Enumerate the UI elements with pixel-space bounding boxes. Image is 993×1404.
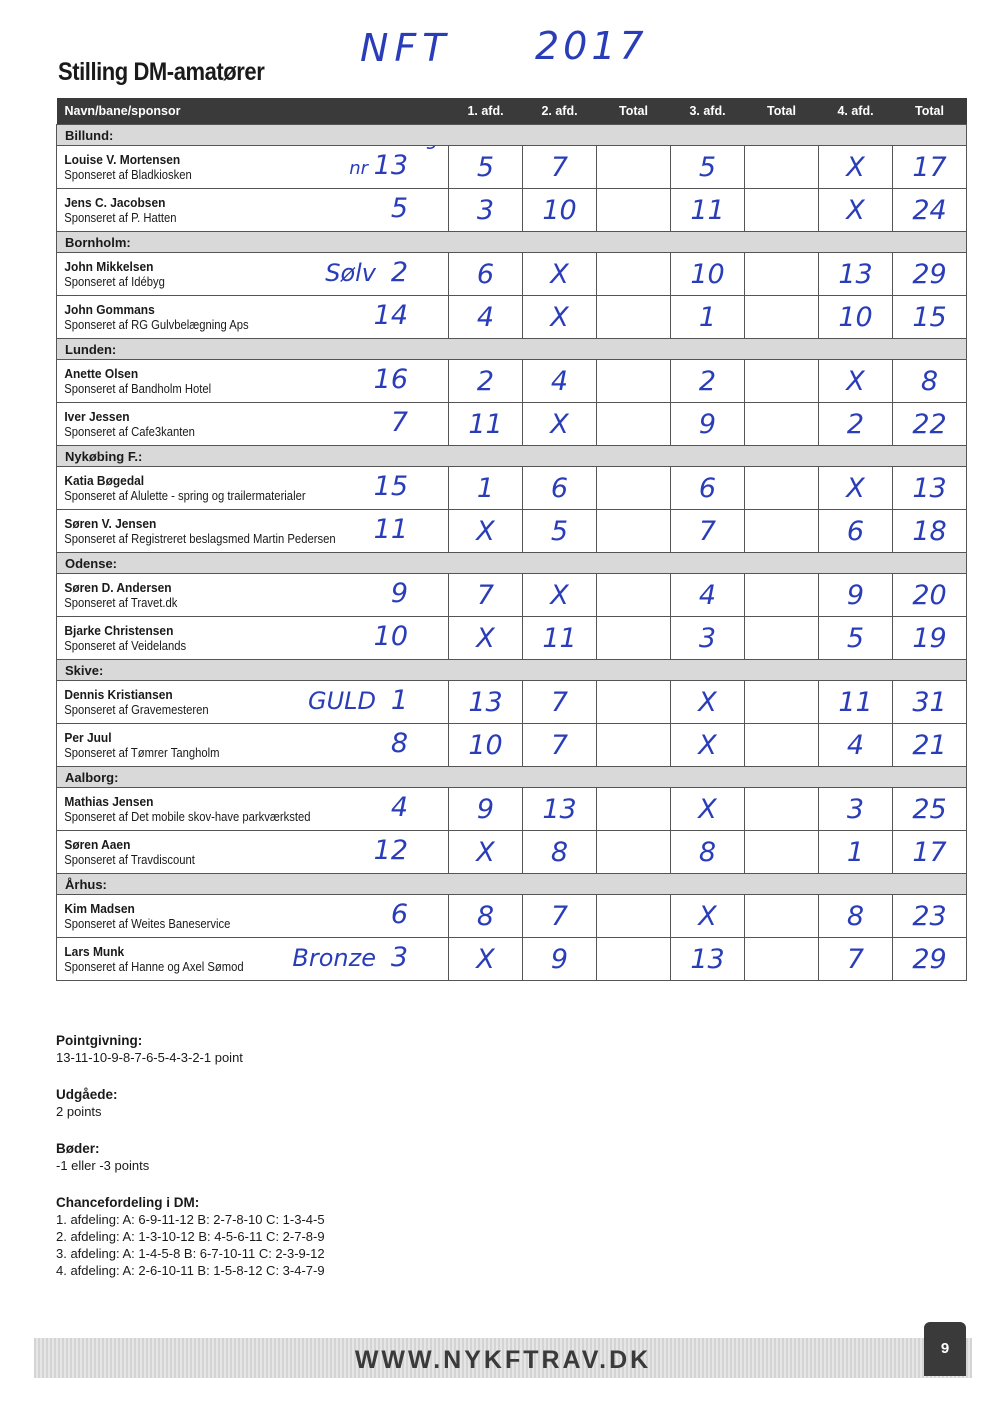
table-row <box>57 724 967 767</box>
driver-cell <box>57 681 449 724</box>
table-row <box>57 510 967 553</box>
score-cell-a1: 1 <box>449 467 523 510</box>
driver-name: Dennis Kristiansen <box>64 686 173 702</box>
standings-table <box>56 98 967 981</box>
score-cell-a1: 10 <box>449 724 523 767</box>
score-cell-t3: 21 <box>893 724 967 767</box>
driver-cell <box>57 360 449 403</box>
driver-sponsor: Sponseret af Bladkiosken <box>64 167 192 182</box>
table-row <box>57 360 967 403</box>
score-cell-a4: 8 <box>819 895 893 938</box>
driver-sponsor: Sponseret af Registreret beslagsmed Martin Pedersen <box>64 531 336 546</box>
score-cell-a2: 10 <box>523 189 597 232</box>
score-cell-a3: 9 <box>671 403 745 446</box>
score-cell-t2 <box>745 895 819 938</box>
driver-name: Jens C. Jacobsen <box>64 194 166 210</box>
score-cell-t1 <box>597 146 671 189</box>
score-cell-a4: 10 <box>819 296 893 339</box>
handwritten-note: Sølv <box>325 259 376 287</box>
driver-name: Søren D. Andersen <box>64 579 172 595</box>
final-placement: 4 <box>390 792 408 823</box>
final-placement: 11 <box>373 514 408 545</box>
driver-sponsor: Sponseret af Tømrer Tangholm <box>64 745 220 760</box>
group-row <box>57 553 967 574</box>
handwritten-year: 2017 <box>535 24 648 68</box>
score-cell-a4: 5 <box>819 617 893 660</box>
chance-line: 1. afdeling: A: 6-9-11-12 B: 2-7-8-10 C: 1-3-4-5 <box>56 1212 325 1227</box>
score-cell-t2 <box>745 510 819 553</box>
final-placement: 10 <box>373 621 408 652</box>
score-cell-t3: 20 <box>893 574 967 617</box>
score-cell-a2: X <box>523 253 597 296</box>
group-row <box>57 232 967 253</box>
score-cell-a2: 11 <box>523 617 597 660</box>
final-placement: 2 <box>390 257 408 288</box>
table-row <box>57 403 967 446</box>
score-cell-a4: X <box>819 146 893 189</box>
score-cell-a1: 13 <box>449 681 523 724</box>
score-cell-t1 <box>597 574 671 617</box>
score-cell-a3: 3 <box>671 617 745 660</box>
score-cell-t1 <box>597 403 671 446</box>
driver-sponsor: Sponseret af RG Gulvbelægning Aps <box>64 317 249 332</box>
score-cell-a2: 7 <box>523 724 597 767</box>
score-cell-a2: X <box>523 403 597 446</box>
udgaede-value: 2 points <box>56 1104 102 1119</box>
page-title: Stilling DM-amatører <box>58 58 265 86</box>
table-row <box>57 831 967 874</box>
driver-cell <box>57 189 449 232</box>
driver-sponsor: Sponseret af Travet.dk <box>64 595 178 610</box>
score-cell-a2: X <box>523 296 597 339</box>
pointgivning-value: 13-11-10-9-8-7-6-5-4-3-2-1 point <box>56 1050 243 1065</box>
score-cell-t3: 29 <box>893 938 967 981</box>
driver-name: Bjarke Christensen <box>64 622 174 638</box>
driver-cell <box>57 788 449 831</box>
score-cell-t1 <box>597 253 671 296</box>
score-cell-t2 <box>745 189 819 232</box>
driver-sponsor: Sponseret af Hanne og Axel Sømod <box>64 959 244 974</box>
driver-sponsor: Sponseret af Cafe3kanten <box>64 424 195 439</box>
chance-line: 2. afdeling: A: 1-3-10-12 B: 4-5-6-11 C: 2-7-8-9 <box>56 1229 325 1244</box>
score-cell-a1: 4 <box>449 296 523 339</box>
table-row <box>57 296 967 339</box>
score-cell-a3: 7 <box>671 510 745 553</box>
driver-name: Louise V. Mortensen <box>64 151 181 167</box>
driver-cell <box>57 724 449 767</box>
udgaede-label: Udgåede: <box>56 1087 118 1102</box>
handwritten-note: GULD <box>307 687 376 715</box>
score-cell-a1: 5 <box>449 146 523 189</box>
score-cell-t2 <box>745 574 819 617</box>
score-cell-t3: 22 <box>893 403 967 446</box>
score-cell-a4: X <box>819 360 893 403</box>
final-placement: 14 <box>373 300 408 331</box>
score-cell-t1 <box>597 510 671 553</box>
driver-name: John Gommans <box>64 301 155 317</box>
group-label: Bornholm: <box>57 232 967 253</box>
driver-sponsor: Sponseret af Det mobile skov-have parkværksted <box>64 809 311 824</box>
group-label: Lunden: <box>57 339 967 360</box>
score-cell-a1: X <box>449 831 523 874</box>
group-row <box>57 767 967 788</box>
score-cell-t3: 23 <box>893 895 967 938</box>
score-cell-t2 <box>745 403 819 446</box>
score-cell-a1: 3 <box>449 189 523 232</box>
group-label: Skive: <box>57 660 967 681</box>
score-cell-a4: 6 <box>819 510 893 553</box>
column-header: Navn/bane/sponsor <box>57 98 449 125</box>
boder-section <box>56 1140 149 1174</box>
group-row <box>57 339 967 360</box>
driver-name: John Mikkelsen <box>64 258 154 274</box>
score-cell-a2: 7 <box>523 146 597 189</box>
table-row <box>57 938 967 981</box>
driver-name: Katia Bøgedal <box>64 472 145 488</box>
pointgivning-section <box>56 1032 243 1066</box>
score-cell-a1: X <box>449 938 523 981</box>
group-label: Odense: <box>57 553 967 574</box>
chance-label: Chancefordeling i DM: <box>56 1195 200 1210</box>
table-row <box>57 467 967 510</box>
score-cell-a2: 13 <box>523 788 597 831</box>
score-cell-t3: 15 <box>893 296 967 339</box>
score-cell-a3: 6 <box>671 467 745 510</box>
score-cell-a3: X <box>671 724 745 767</box>
score-cell-t1 <box>597 788 671 831</box>
table-row <box>57 146 967 189</box>
score-cell-a4: X <box>819 467 893 510</box>
score-cell-t3: 17 <box>893 831 967 874</box>
score-cell-t3: 19 <box>893 617 967 660</box>
score-cell-t2 <box>745 788 819 831</box>
table-row <box>57 189 967 232</box>
score-cell-a4: 3 <box>819 788 893 831</box>
driver-sponsor: Sponseret af Alulette - spring og trailermaterialer <box>64 488 306 503</box>
table-row <box>57 681 967 724</box>
score-cell-a3: X <box>671 681 745 724</box>
final-placement: 13 <box>373 150 408 181</box>
score-cell-t3: 31 <box>893 681 967 724</box>
group-label: Aalborg: <box>57 767 967 788</box>
driver-name: Anette Olsen <box>64 365 139 381</box>
group-row <box>57 125 967 146</box>
driver-sponsor: Sponseret af Gravemesteren <box>64 702 209 717</box>
final-placement: 8 <box>390 728 408 759</box>
chance-line: 3. afdeling: A: 1-4-5-8 B: 6-7-10-11 C: 2-3-9-12 <box>56 1246 325 1261</box>
driver-cell <box>57 403 449 446</box>
score-cell-a2: 7 <box>523 681 597 724</box>
score-cell-t2 <box>745 681 819 724</box>
column-header: Total <box>597 98 671 125</box>
driver-sponsor: Sponseret af Travdiscount <box>64 852 195 867</box>
final-placement: 12 <box>373 835 408 866</box>
driver-cell <box>57 574 449 617</box>
driver-cell <box>57 296 449 339</box>
driver-sponsor: Sponseret af Veidelands <box>64 638 187 653</box>
score-cell-a1: X <box>449 617 523 660</box>
score-cell-t2 <box>745 831 819 874</box>
score-cell-a4: 7 <box>819 938 893 981</box>
column-header: 1. afd. <box>449 98 523 125</box>
driver-sponsor: Sponseret af P. Hatten <box>64 210 177 225</box>
score-cell-a3: 1 <box>671 296 745 339</box>
group-label: Århus: <box>57 874 967 895</box>
final-placement: 1 <box>390 685 408 716</box>
score-cell-a3: 8 <box>671 831 745 874</box>
handwritten-note: Bronze <box>292 944 376 972</box>
group-row <box>57 874 967 895</box>
table-row <box>57 617 967 660</box>
score-cell-t3: 17 <box>893 146 967 189</box>
table-row <box>57 574 967 617</box>
driver-cell <box>57 146 449 189</box>
score-cell-a2: 4 <box>523 360 597 403</box>
score-cell-t2 <box>745 146 819 189</box>
driver-sponsor: Sponseret af Weites Baneservice <box>64 916 231 931</box>
table-body <box>57 125 967 981</box>
score-cell-a2: 9 <box>523 938 597 981</box>
score-cell-a4: 4 <box>819 724 893 767</box>
score-cell-t2 <box>745 296 819 339</box>
score-cell-a4: 9 <box>819 574 893 617</box>
final-placement: 3 <box>390 942 408 973</box>
score-cell-a3: 4 <box>671 574 745 617</box>
final-placement: 5 <box>390 193 408 224</box>
boder-value: -1 eller -3 points <box>56 1158 150 1173</box>
score-cell-t1 <box>597 938 671 981</box>
score-cell-a3: 10 <box>671 253 745 296</box>
score-cell-t3: 18 <box>893 510 967 553</box>
driver-cell <box>57 938 449 981</box>
score-cell-a3: 11 <box>671 189 745 232</box>
score-cell-a1: 2 <box>449 360 523 403</box>
score-cell-t1 <box>597 360 671 403</box>
score-cell-a3: 13 <box>671 938 745 981</box>
pointgivning-label: Pointgivning: <box>56 1033 143 1048</box>
score-cell-a2: 6 <box>523 467 597 510</box>
score-cell-a4: 1 <box>819 831 893 874</box>
score-cell-t1 <box>597 724 671 767</box>
driver-cell <box>57 895 449 938</box>
score-cell-a1: X <box>449 510 523 553</box>
driver-cell <box>57 831 449 874</box>
score-cell-t3: 13 <box>893 467 967 510</box>
group-row <box>57 446 967 467</box>
table-row <box>57 788 967 831</box>
score-cell-a1: 9 <box>449 788 523 831</box>
score-cell-t2 <box>745 724 819 767</box>
score-cell-a3: 2 <box>671 360 745 403</box>
table-row <box>57 895 967 938</box>
score-cell-a1: 6 <box>449 253 523 296</box>
score-cell-t2 <box>745 938 819 981</box>
score-cell-t1 <box>597 681 671 724</box>
handwritten-title: NFT <box>360 26 452 70</box>
column-header: Total <box>893 98 967 125</box>
driver-name: Søren Aaen <box>64 836 131 852</box>
score-cell-a4: 2 <box>819 403 893 446</box>
column-header: Total <box>745 98 819 125</box>
final-placement: 15 <box>373 471 408 502</box>
column-header: 2. afd. <box>523 98 597 125</box>
driver-name: Per Juul <box>64 729 112 745</box>
score-cell-t1 <box>597 831 671 874</box>
score-cell-a4: X <box>819 189 893 232</box>
footer-url: WWW.NYKFTRAV.DK <box>354 1346 652 1374</box>
score-cell-a1: 11 <box>449 403 523 446</box>
score-cell-a2: X <box>523 574 597 617</box>
column-header: 3. afd. <box>671 98 745 125</box>
udgaede-section <box>56 1086 118 1120</box>
handwritten-note: nr <box>349 158 368 179</box>
score-cell-a1: 8 <box>449 895 523 938</box>
score-cell-t2 <box>745 467 819 510</box>
footer-bar <box>34 1338 972 1378</box>
chance-section <box>56 1194 325 1279</box>
score-cell-t1 <box>597 296 671 339</box>
score-cell-t1 <box>597 467 671 510</box>
driver-cell <box>57 617 449 660</box>
driver-name: Mathias Jensen <box>64 793 154 809</box>
driver-name: Iver Jessen <box>64 408 130 424</box>
driver-sponsor: Sponseret af Idébyg <box>64 274 165 289</box>
group-row <box>57 660 967 681</box>
final-placement: 7 <box>390 407 408 438</box>
score-cell-a2: 5 <box>523 510 597 553</box>
page-number: 9 <box>924 1322 966 1376</box>
score-cell-a3: 5 <box>671 146 745 189</box>
driver-cell <box>57 253 449 296</box>
score-cell-t1 <box>597 895 671 938</box>
group-label: Nykøbing F.: <box>57 446 967 467</box>
driver-name: Lars Munk <box>64 943 125 959</box>
score-cell-a3: X <box>671 895 745 938</box>
score-cell-t1 <box>597 617 671 660</box>
boder-label: Bøder: <box>56 1141 100 1156</box>
score-cell-a4: 13 <box>819 253 893 296</box>
score-cell-a3: X <box>671 788 745 831</box>
score-cell-a2: 7 <box>523 895 597 938</box>
group-label: Billund: <box>57 125 967 146</box>
score-cell-t2 <box>745 617 819 660</box>
score-cell-t3: 8 <box>893 360 967 403</box>
final-placement: 9 <box>390 578 408 609</box>
score-cell-t2 <box>745 360 819 403</box>
score-cell-a4: 11 <box>819 681 893 724</box>
score-cell-t3: 25 <box>893 788 967 831</box>
score-cell-t3: 29 <box>893 253 967 296</box>
column-header: 4. afd. <box>819 98 893 125</box>
score-cell-t1 <box>597 189 671 232</box>
score-cell-a2: 8 <box>523 831 597 874</box>
driver-cell <box>57 467 449 510</box>
score-cell-t3: 24 <box>893 189 967 232</box>
score-cell-a1: 7 <box>449 574 523 617</box>
final-placement: 6 <box>390 899 408 930</box>
final-placement: 16 <box>373 364 408 395</box>
score-cell-t2 <box>745 253 819 296</box>
driver-sponsor: Sponseret af Bandholm Hotel <box>64 381 212 396</box>
driver-cell <box>57 510 449 553</box>
driver-name: Kim Madsen <box>64 900 135 916</box>
table-row <box>57 253 967 296</box>
driver-name: Søren V. Jensen <box>64 515 157 531</box>
chance-line: 4. afdeling: A: 2-6-10-11 B: 1-5-8-12 C: 3-4-7-9 <box>56 1263 325 1278</box>
table-header-row <box>57 98 967 125</box>
